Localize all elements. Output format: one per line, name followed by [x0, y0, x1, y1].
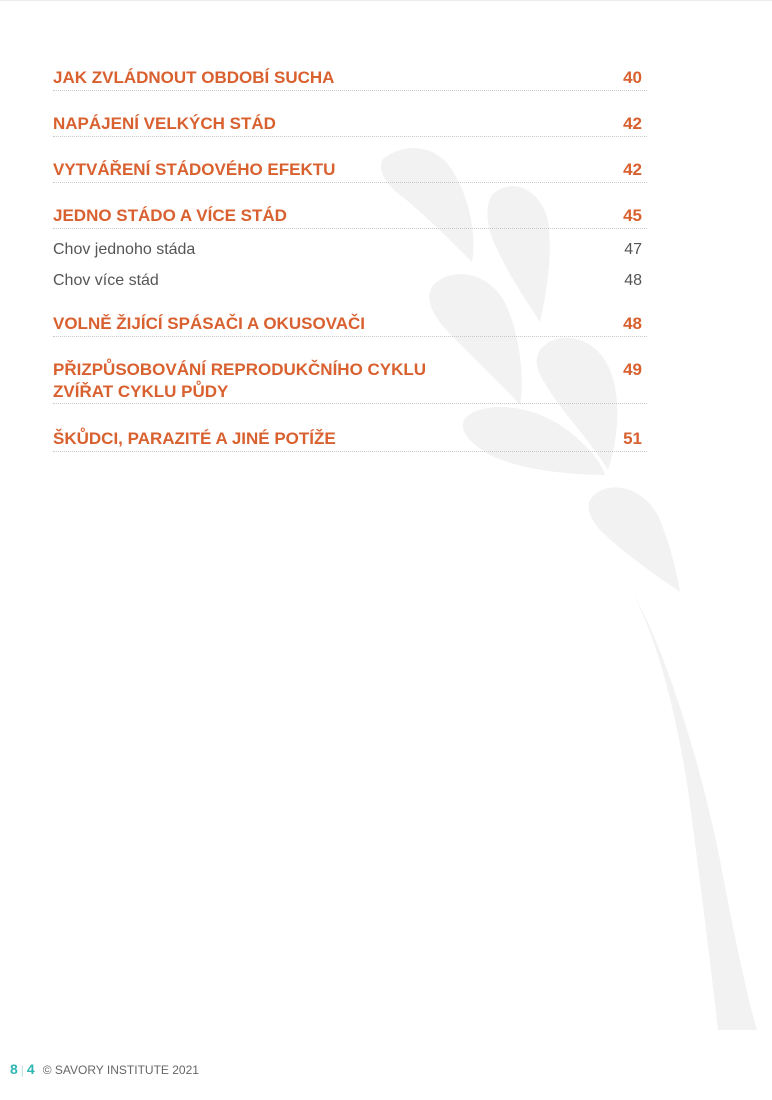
- toc-entry-title: NAPÁJENÍ VELKÝCH STÁD: [53, 114, 276, 133]
- toc-entry[interactable]: [53, 113, 647, 137]
- top-rule: [0, 0, 772, 1]
- toc-entry-title: VOLNĚ ŽIJÍCÍ SPÁSAČI A OKUSOVAČI: [53, 314, 366, 333]
- toc-entry[interactable]: [53, 205, 647, 229]
- toc-entry[interactable]: [53, 428, 647, 452]
- toc-entry-page: 42: [623, 114, 642, 133]
- toc-subentry[interactable]: [53, 240, 647, 260]
- toc-subentry-page: 48: [624, 272, 642, 289]
- toc-entry-page: 51: [623, 429, 642, 448]
- toc-entry-page: 40: [623, 68, 642, 87]
- toc-entry[interactable]: [53, 159, 647, 183]
- toc-subentry-title: Chov jednoho stáda: [53, 241, 196, 258]
- toc-entry-title: JAK ZVLÁDNOUT OBDOBÍ SUCHA: [53, 68, 335, 87]
- toc-entry[interactable]: [53, 313, 647, 337]
- toc-entry-title: ŠKŮDCI, PARAZITÉ A JINÉ POTÍŽE: [53, 429, 336, 448]
- toc-entry-page: 45: [623, 206, 642, 225]
- toc-entry[interactable]: [53, 359, 647, 404]
- toc-entry-page: 48: [623, 314, 642, 333]
- page-footer: [10, 1061, 199, 1077]
- toc-entry-title: JEDNO STÁDO A VÍCE STÁD: [53, 206, 287, 225]
- toc-entry-page: 42: [623, 160, 642, 179]
- copyright-notice: © SAVORY INSTITUTE 2021: [42, 1063, 199, 1077]
- toc-entry[interactable]: [53, 67, 647, 91]
- toc-subentry-page: 47: [624, 241, 642, 258]
- toc-subentry-title: Chov více stád: [53, 272, 159, 289]
- page-number-left: 8: [10, 1061, 18, 1077]
- page-number-right: 4: [26, 1061, 35, 1077]
- toc-entry-title: PŘIZPŮSOBOVÁNÍ REPRODUKČNÍHO CYKLU ZVÍŘAT CYKLU PŮDY: [53, 360, 427, 401]
- toc-subentry[interactable]: [53, 271, 647, 291]
- toc-entry-title: VYTVÁŘENÍ STÁDOVÉHO EFEKTU: [53, 160, 336, 179]
- page-number-separator: |: [20, 1063, 24, 1077]
- toc-entry-page: 49: [623, 360, 642, 379]
